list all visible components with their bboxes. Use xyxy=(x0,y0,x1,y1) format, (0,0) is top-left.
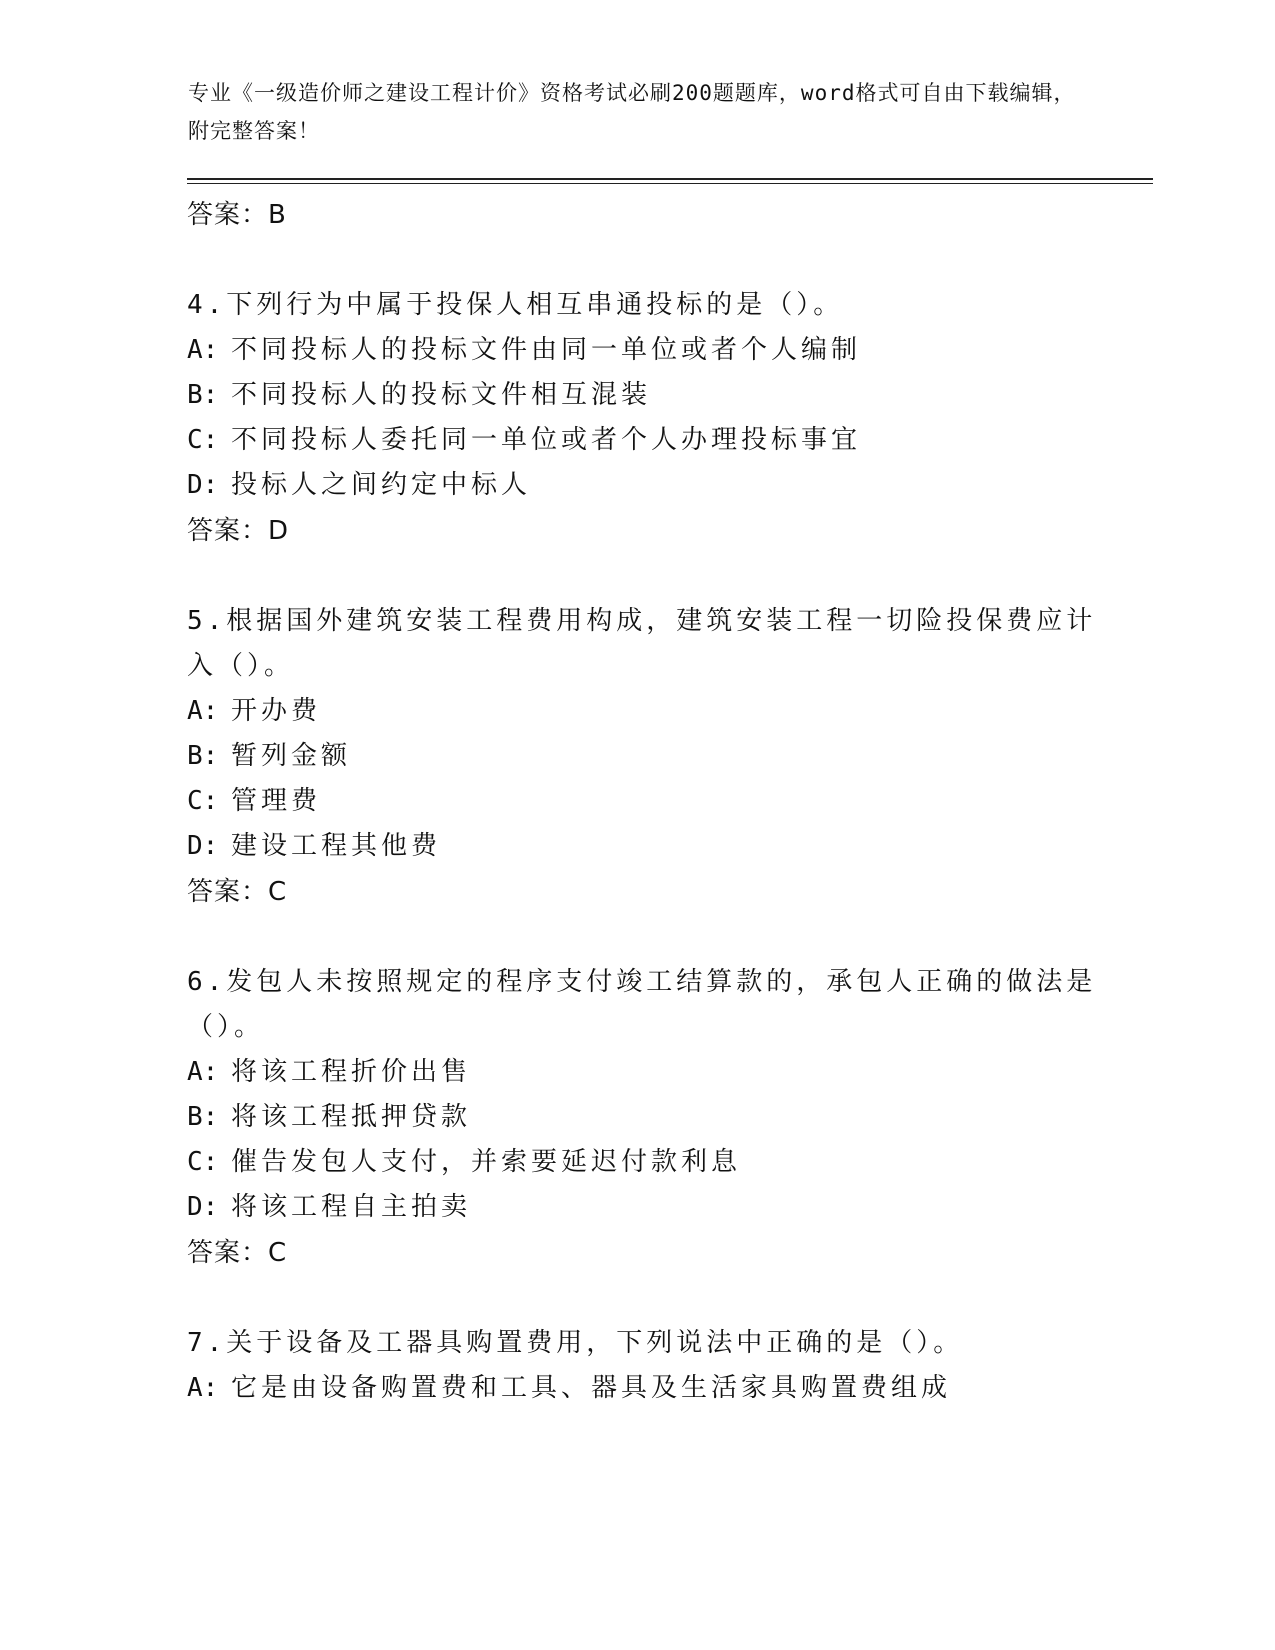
option-text: 投标人之间约定中标人 xyxy=(231,470,532,500)
question-5 xyxy=(187,599,1107,915)
option-key: A: xyxy=(187,696,219,726)
option-a xyxy=(187,1050,1107,1095)
option-key: A: xyxy=(187,1057,219,1087)
option-key: A: xyxy=(187,1373,219,1403)
option-key: C: xyxy=(187,786,219,816)
option-d xyxy=(187,824,1107,869)
option-b xyxy=(187,1095,1107,1140)
option-text: 将该工程自主拍卖 xyxy=(231,1192,472,1222)
option-key: B: xyxy=(187,1102,219,1132)
option-d xyxy=(187,463,1107,508)
option-c xyxy=(187,418,1107,463)
option-text: 暂列金额 xyxy=(231,741,352,771)
option-key: B: xyxy=(187,741,219,771)
answer-line: 答案：D xyxy=(187,516,290,546)
option-text: 不同投标人的投标文件由同一单位或者个人编制 xyxy=(231,335,862,365)
option-a xyxy=(187,328,1107,373)
option-b xyxy=(187,734,1107,779)
option-key: D: xyxy=(187,1192,219,1222)
option-text: 管理费 xyxy=(231,786,322,816)
header-rule-thick xyxy=(187,178,1153,180)
option-text: 开办费 xyxy=(231,696,322,726)
option-a xyxy=(187,689,1107,734)
option-key: B: xyxy=(187,380,219,410)
option-text: 将该工程折价出售 xyxy=(231,1057,472,1087)
header-rule-thin xyxy=(187,183,1153,184)
question-6 xyxy=(187,960,1107,1276)
option-c xyxy=(187,1140,1107,1185)
answer-line: 答案：C xyxy=(187,1238,288,1268)
question-7 xyxy=(187,1321,1107,1411)
option-a xyxy=(187,1366,1107,1411)
question-stem: 5.根据国外建筑安装工程费用构成，建筑安装工程一切险投保费应计入（）。 xyxy=(187,606,1097,681)
option-text: 它是由设备购置费和工具、器具及生活家具购置费组成 xyxy=(231,1373,952,1403)
document-body xyxy=(187,192,1107,1411)
option-text: 催告发包人支付，并索要延迟付款利息 xyxy=(231,1147,742,1177)
option-c xyxy=(187,779,1107,824)
option-text: 建设工程其他费 xyxy=(231,831,442,861)
question-stem: 6.发包人未按照规定的程序支付竣工结算款的，承包人正确的做法是（）。 xyxy=(187,967,1097,1042)
question-stem: 7.关于设备及工器具购置费用，下列说法中正确的是（）。 xyxy=(187,1328,964,1358)
option-text: 不同投标人的投标文件相互混装 xyxy=(231,380,652,410)
option-key: C: xyxy=(187,425,219,455)
question-4 xyxy=(187,283,1107,554)
option-key: C: xyxy=(187,1147,219,1177)
question-stem: 4.下列行为中属于投保人相互串通投标的是（）。 xyxy=(187,290,844,320)
option-d xyxy=(187,1185,1107,1230)
option-key: D: xyxy=(187,831,219,861)
page-header: 专业《一级造价师之建设工程计价》资格考试必刷200题题库，word格式可自由下载编辑，附完整答案！ xyxy=(188,81,1076,143)
option-key: D: xyxy=(187,470,219,500)
option-text: 将该工程抵押贷款 xyxy=(231,1102,472,1132)
answer-line: 答案：C xyxy=(187,877,288,907)
answer-line: 答案：B xyxy=(187,200,287,230)
option-text: 不同投标人委托同一单位或者个人办理投标事宜 xyxy=(231,425,862,455)
option-b xyxy=(187,373,1107,418)
option-key: A: xyxy=(187,335,219,365)
